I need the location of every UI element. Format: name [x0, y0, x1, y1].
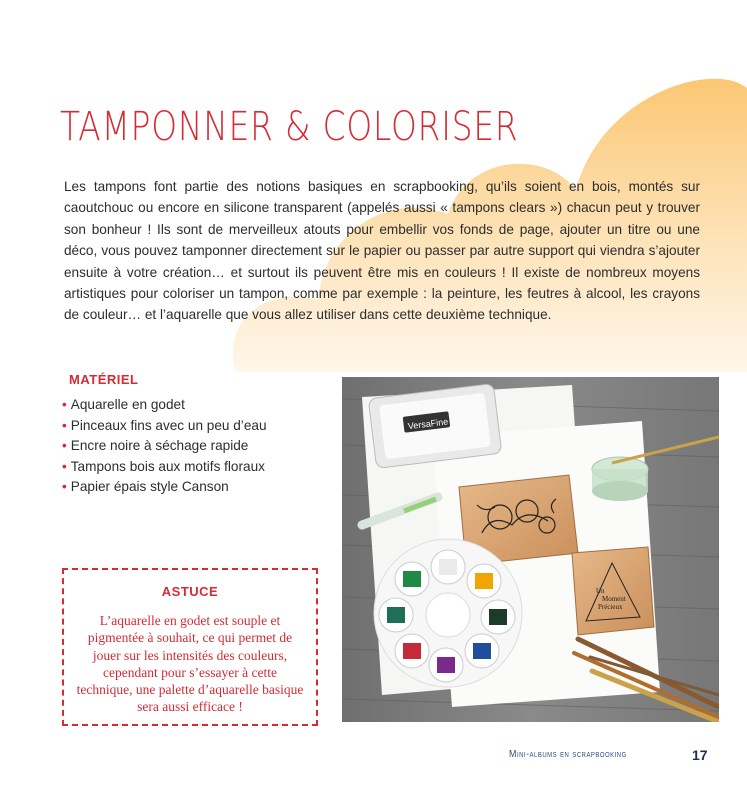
svg-text:Précieux: Précieux: [598, 603, 623, 611]
page-number: 17: [692, 747, 708, 763]
book-title-footer: Mini-albums en scrapbooking: [509, 748, 627, 760]
materiel-item: • Aquarelle en godet: [62, 395, 267, 416]
materials-photo: [342, 377, 719, 722]
materiel-item: • Pinceaux fins avec un peu d’eau: [62, 416, 267, 437]
tip-box: [62, 568, 318, 726]
ink-pad: [368, 384, 502, 469]
materiel-heading: MATÉRIEL: [69, 372, 139, 387]
watercolor-palette: [374, 539, 522, 687]
materiel-item: • Tampons bois aux motifs floraux: [62, 457, 267, 478]
triangle-stamp: [572, 547, 654, 635]
materiel-list: [62, 395, 267, 498]
page-title: TAMPONNER & COLORISER: [60, 104, 519, 150]
svg-text:VersaFine: VersaFine: [407, 416, 449, 432]
intro-paragraph: Les tampons font partie des notions basiques en scrapbooking, qu’ils soient en bois, montés sur caoutchouc ou encore en silicone transparent (appelés aussi « tampons clears ») chacun peut y trouver son bonheur ! Ils sont de merveilleux atouts pour embellir vos fonds de page, ajouter un titre ou une déco, vous pouvez tamponner directement sur le papier ou passer par autre support qui viendra s’ajouter ensuite à votre création… et surtout ils peuvent être mis en couleurs ! Il existe de nombreux moyens artistiques pour coloriser un tampon, comme par exemple : la peinture, les feutres à alcool, les crayons de couleur… et l’aquarelle que vous allez utiliser dans cette deuxième technique.: [64, 179, 700, 323]
tip-title: ASTUCE: [161, 584, 219, 599]
svg-text:Un: Un: [596, 587, 605, 595]
svg-text:Moment: Moment: [602, 595, 626, 603]
water-glass: [592, 457, 648, 501]
materiel-item: • Encre noire à séchage rapide: [62, 436, 267, 457]
materiel-item: • Papier épais style Canson: [62, 477, 267, 498]
tip-text: L’aquarelle en godet est souple et pigmentée à souhait, ce qui permet de jouer sur les intensités des couleurs, cependant pour s’essayer à cette technique, une palette d’aquarelle basique sera aussi efficace !: [76, 613, 304, 715]
